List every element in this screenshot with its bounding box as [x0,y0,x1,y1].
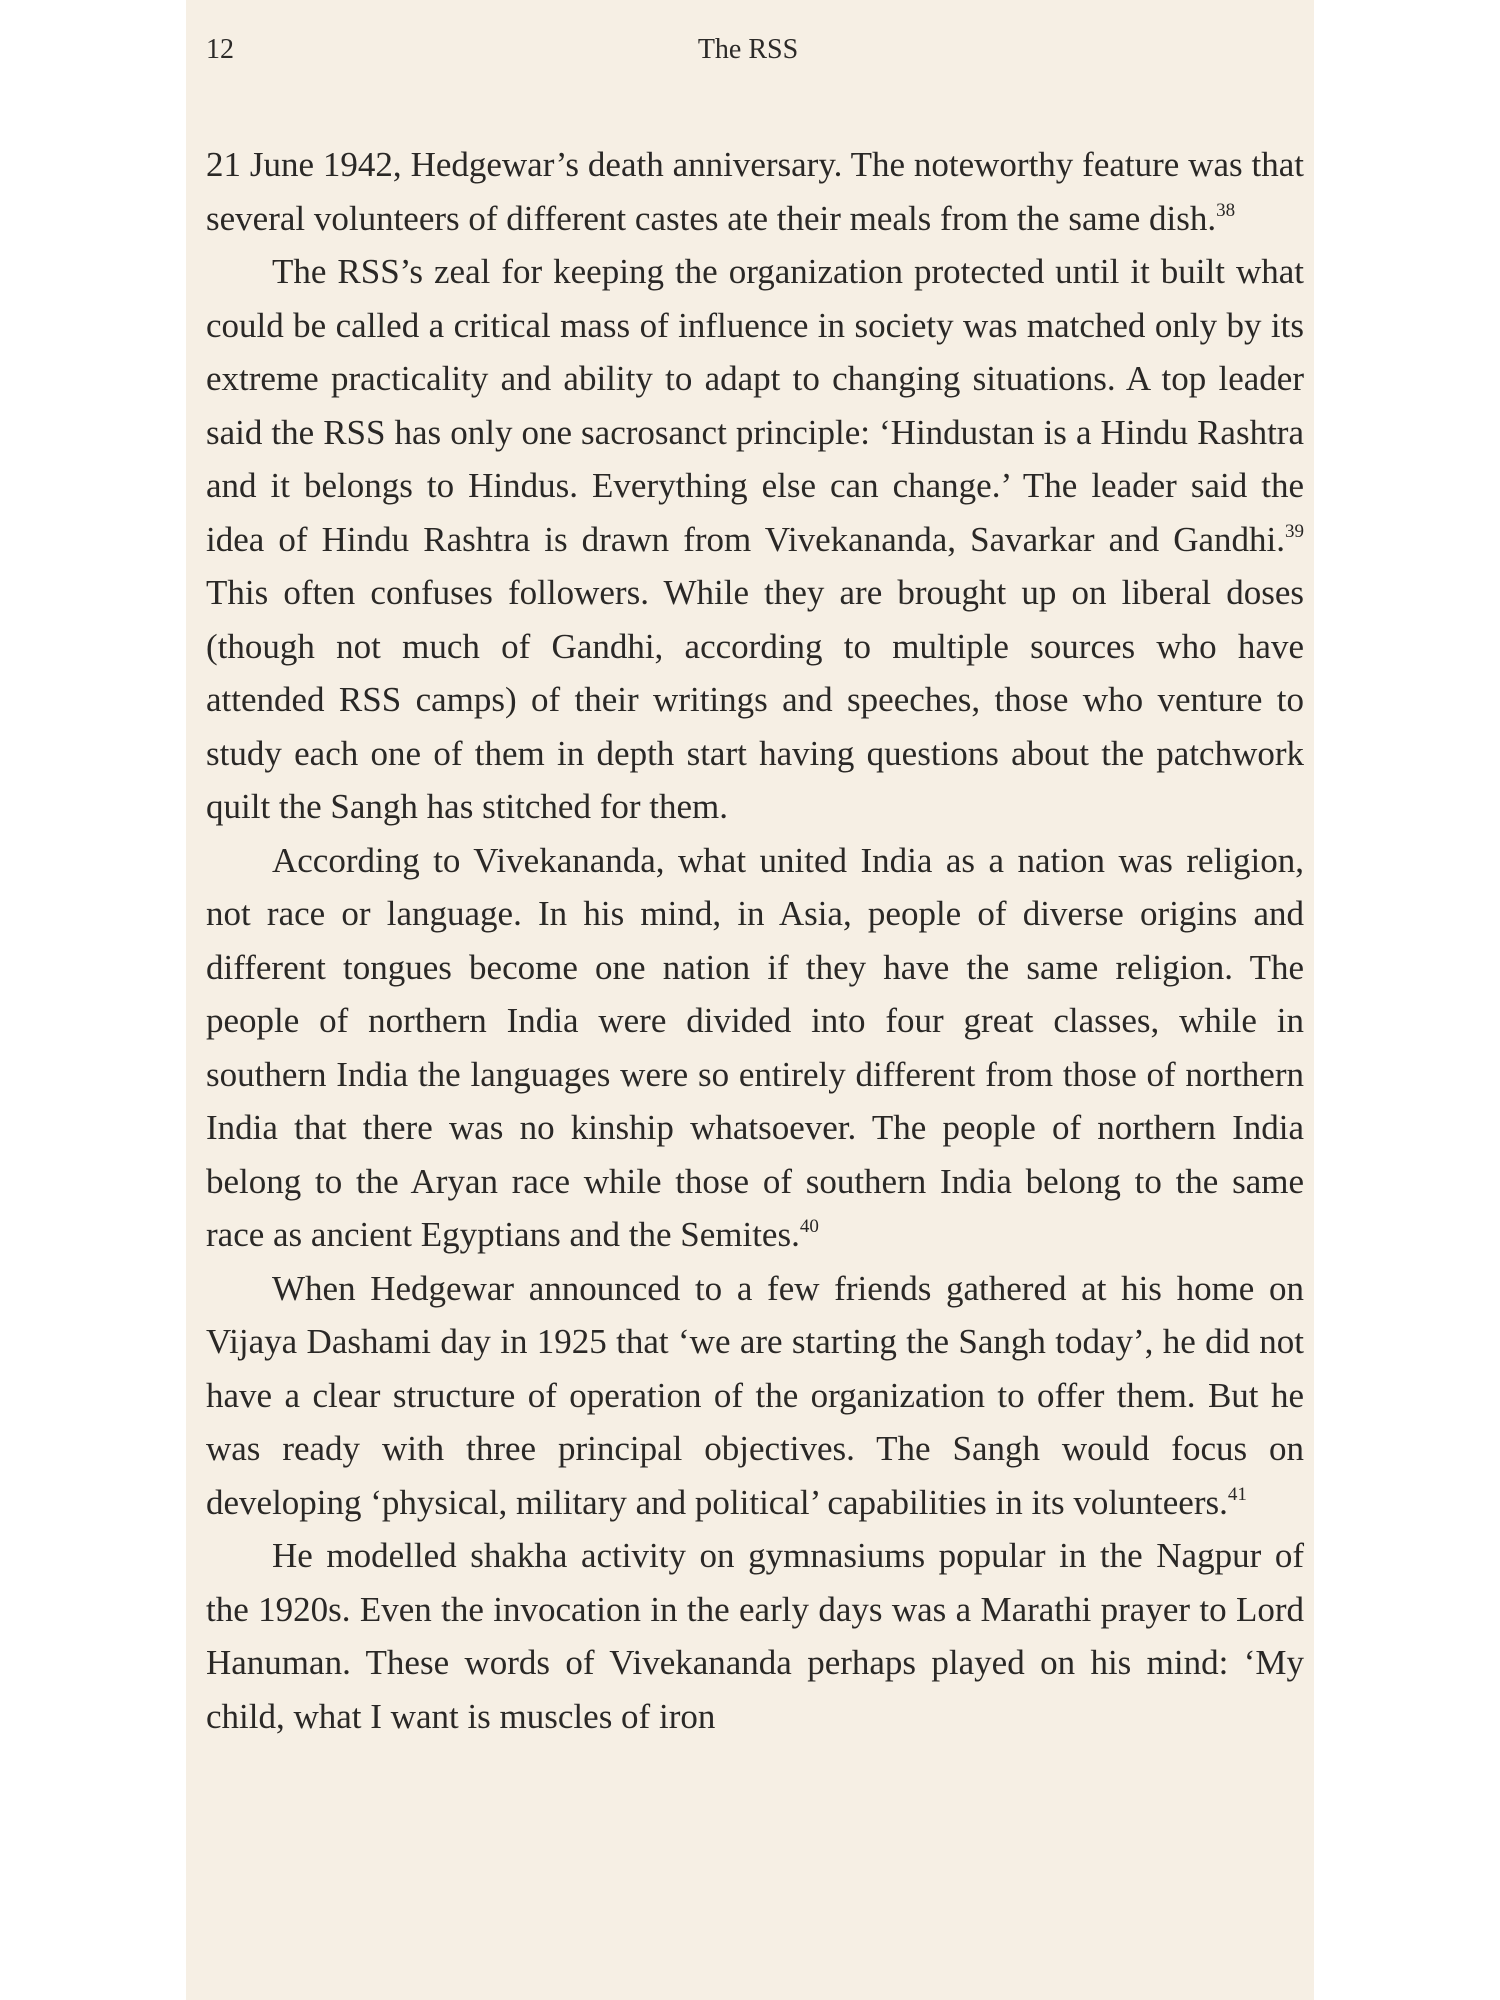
paragraph-2 [206,245,1304,834]
paragraph-3 [206,834,1304,1262]
paragraph-4-text: When Hedgewar announced to a few friends gathered at his home on Vijaya Dashami day in 1925 that ‘we are starting the Sangh today’, he did not have a clear structure of operation of the organization to offer them. But he was ready with three principal objectives. The Sangh would focus on developing ‘physical, military and political’ capabilities in its volunteers. [206,1268,1304,1522]
footnote-marker-39: 39 [1285,520,1304,542]
paragraph-2-text-a: The RSS’s zeal for keeping the organization protected until it built what could be called a critical mass of influence in society was matched only by its extreme practicality and ability to adapt to changing situations. A top leader said the RSS has only one sacrosanct principle: ‘Hindustan is a Hindu Rashtra and it belongs to Hindus. Everything else can change.’ The leader said the idea of Hindu Rashtra is drawn from Vivekananda, Savarkar and Gandhi. [206,252,1304,559]
page-header [206,34,1290,74]
book-page [186,0,1314,2000]
running-head-title: The RSS [697,34,799,65]
paragraph-2-text-b: This often confuses followers. While they are brought up on liberal doses (though not much of Gandhi, according to multiple sources who have attended RSS camps) of their writings and speeches, those who venture to study each one of them in depth start having questions about the patchwork quilt the Sangh has stitched for them. [206,573,1304,826]
paragraph-1 [206,138,1304,245]
paragraph-4 [206,1262,1304,1530]
paragraph-3-text: According to Vivekananda, what united India as a nation was religion, not race or language. In his mind, in Asia, people of diverse origins and different tongues become one nation if they have the same religion. The people of northern India were divided into four great classes, while in southern India the languages were so entirely different from those of northern India that there was no kinship whatsoever. The people of northern India belong to the Aryan race while those of southern India belong to the same race as ancient Egyptians and the Semites. [206,840,1304,1254]
paragraph-5-text: He modelled shakha activity on gymnasiums popular in the Nagpur of the 1920s. Even the invocation in the early days was a Marathi prayer to Lord Hanuman. These words of Vivekananda perhaps played on his mind: ‘My child, what I want is muscles of iron [206,1536,1304,1736]
page-number: 12 [206,34,234,65]
body-text [206,138,1304,1743]
footnote-marker-40: 40 [799,1216,819,1237]
footnote-marker-41: 41 [1227,1483,1247,1505]
paragraph-1-text: 21 June 1942, Hedgewar’s death anniversary. The noteworthy feature was that several volunteers of different castes ate their meals from the same dish. [206,145,1304,238]
paragraph-5 [206,1529,1304,1743]
footnote-marker-38: 38 [1216,199,1236,221]
